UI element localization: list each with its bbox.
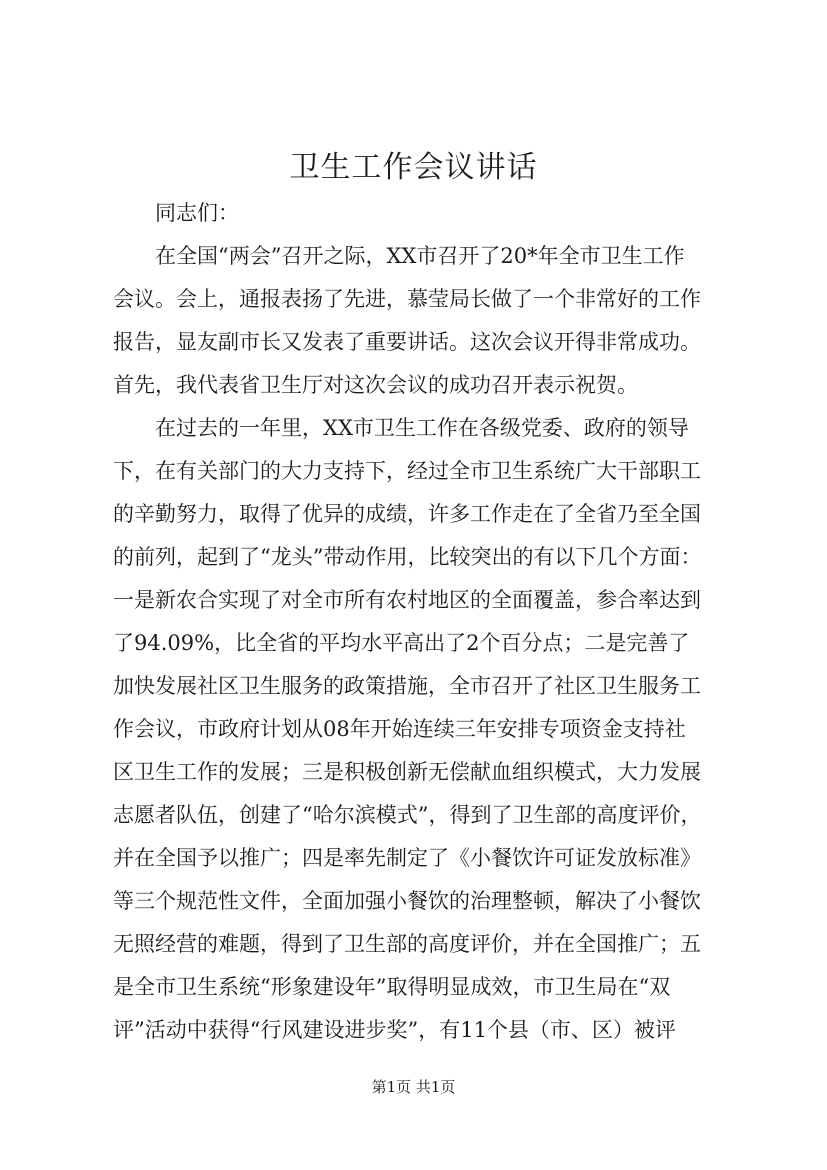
body-line: 评”活动中获得“行风建设进步奖”，有11个县（市、区）被评 <box>113 1018 676 1042</box>
body-line: 报告，显友副市长又发表了重要讲话。这次会议开得非常成功。 <box>113 330 701 354</box>
body-line: 无照经营的难题，得到了卫生部的高度评价，并在全国推广；五 <box>113 932 701 956</box>
document-title: 卫生工作会议讲话 <box>289 150 538 185</box>
body-line: 区卫生工作的发展；三是积极创新无偿献血组织模式，大力发展 <box>113 760 701 784</box>
body-line: 在过去的一年里，XX市卫生工作在各级党委、政府的领导 <box>155 416 689 440</box>
body-line: 志愿者队伍，创建了“哈尔滨模式”，得到了卫生部的高度评价， <box>113 803 702 827</box>
body-line: 下，在有关部门的大力支持下，经过全市卫生系统广大干部职工 <box>113 459 701 483</box>
body-line: 等三个规范性文件，全面加强小餐饮的治理整顿，解决了小餐饮 <box>113 889 701 913</box>
salutation-line: 同志们： <box>155 201 239 225</box>
body-line: 的前列，起到了“龙头”带动作用，比较突出的有以下几个方面： <box>113 545 702 569</box>
body-line: 作会议，市政府计划从08年开始连续三年安排专项资金支持社 <box>113 717 686 741</box>
body-line: 了94.09%，比全省的平均水平高出了2个百分点；二是完善了 <box>113 631 690 655</box>
body-line: 是全市卫生系统“形象建设年”取得明显成效，市卫生局在“双 <box>113 975 671 999</box>
body-line: 首先，我代表省卫生厅对这次会议的成功召开表示祝贺。 <box>113 373 638 397</box>
body-line: 一是新农合实现了对全市所有农村地区的全面覆盖，参合率达到 <box>113 588 701 612</box>
body-line: 的辛勤努力，取得了优异的成绩，许多工作走在了全省乃至全国 <box>113 502 701 526</box>
body-line: 会议。会上，通报表扬了先进，慕莹局长做了一个非常好的工作 <box>113 287 701 311</box>
body-line: 加快发展社区卫生服务的政策措施，全市召开了社区卫生服务工 <box>113 674 701 698</box>
body-line: 并在全国予以推广；四是率先制定了《小餐饮许可证发放标准》 <box>113 846 701 870</box>
body-line: 在全国“两会”召开之际，XX市召开了20*年全市卫生工作 <box>155 244 685 268</box>
page-number-footer: 第1页 共1页 <box>371 1078 456 1096</box>
